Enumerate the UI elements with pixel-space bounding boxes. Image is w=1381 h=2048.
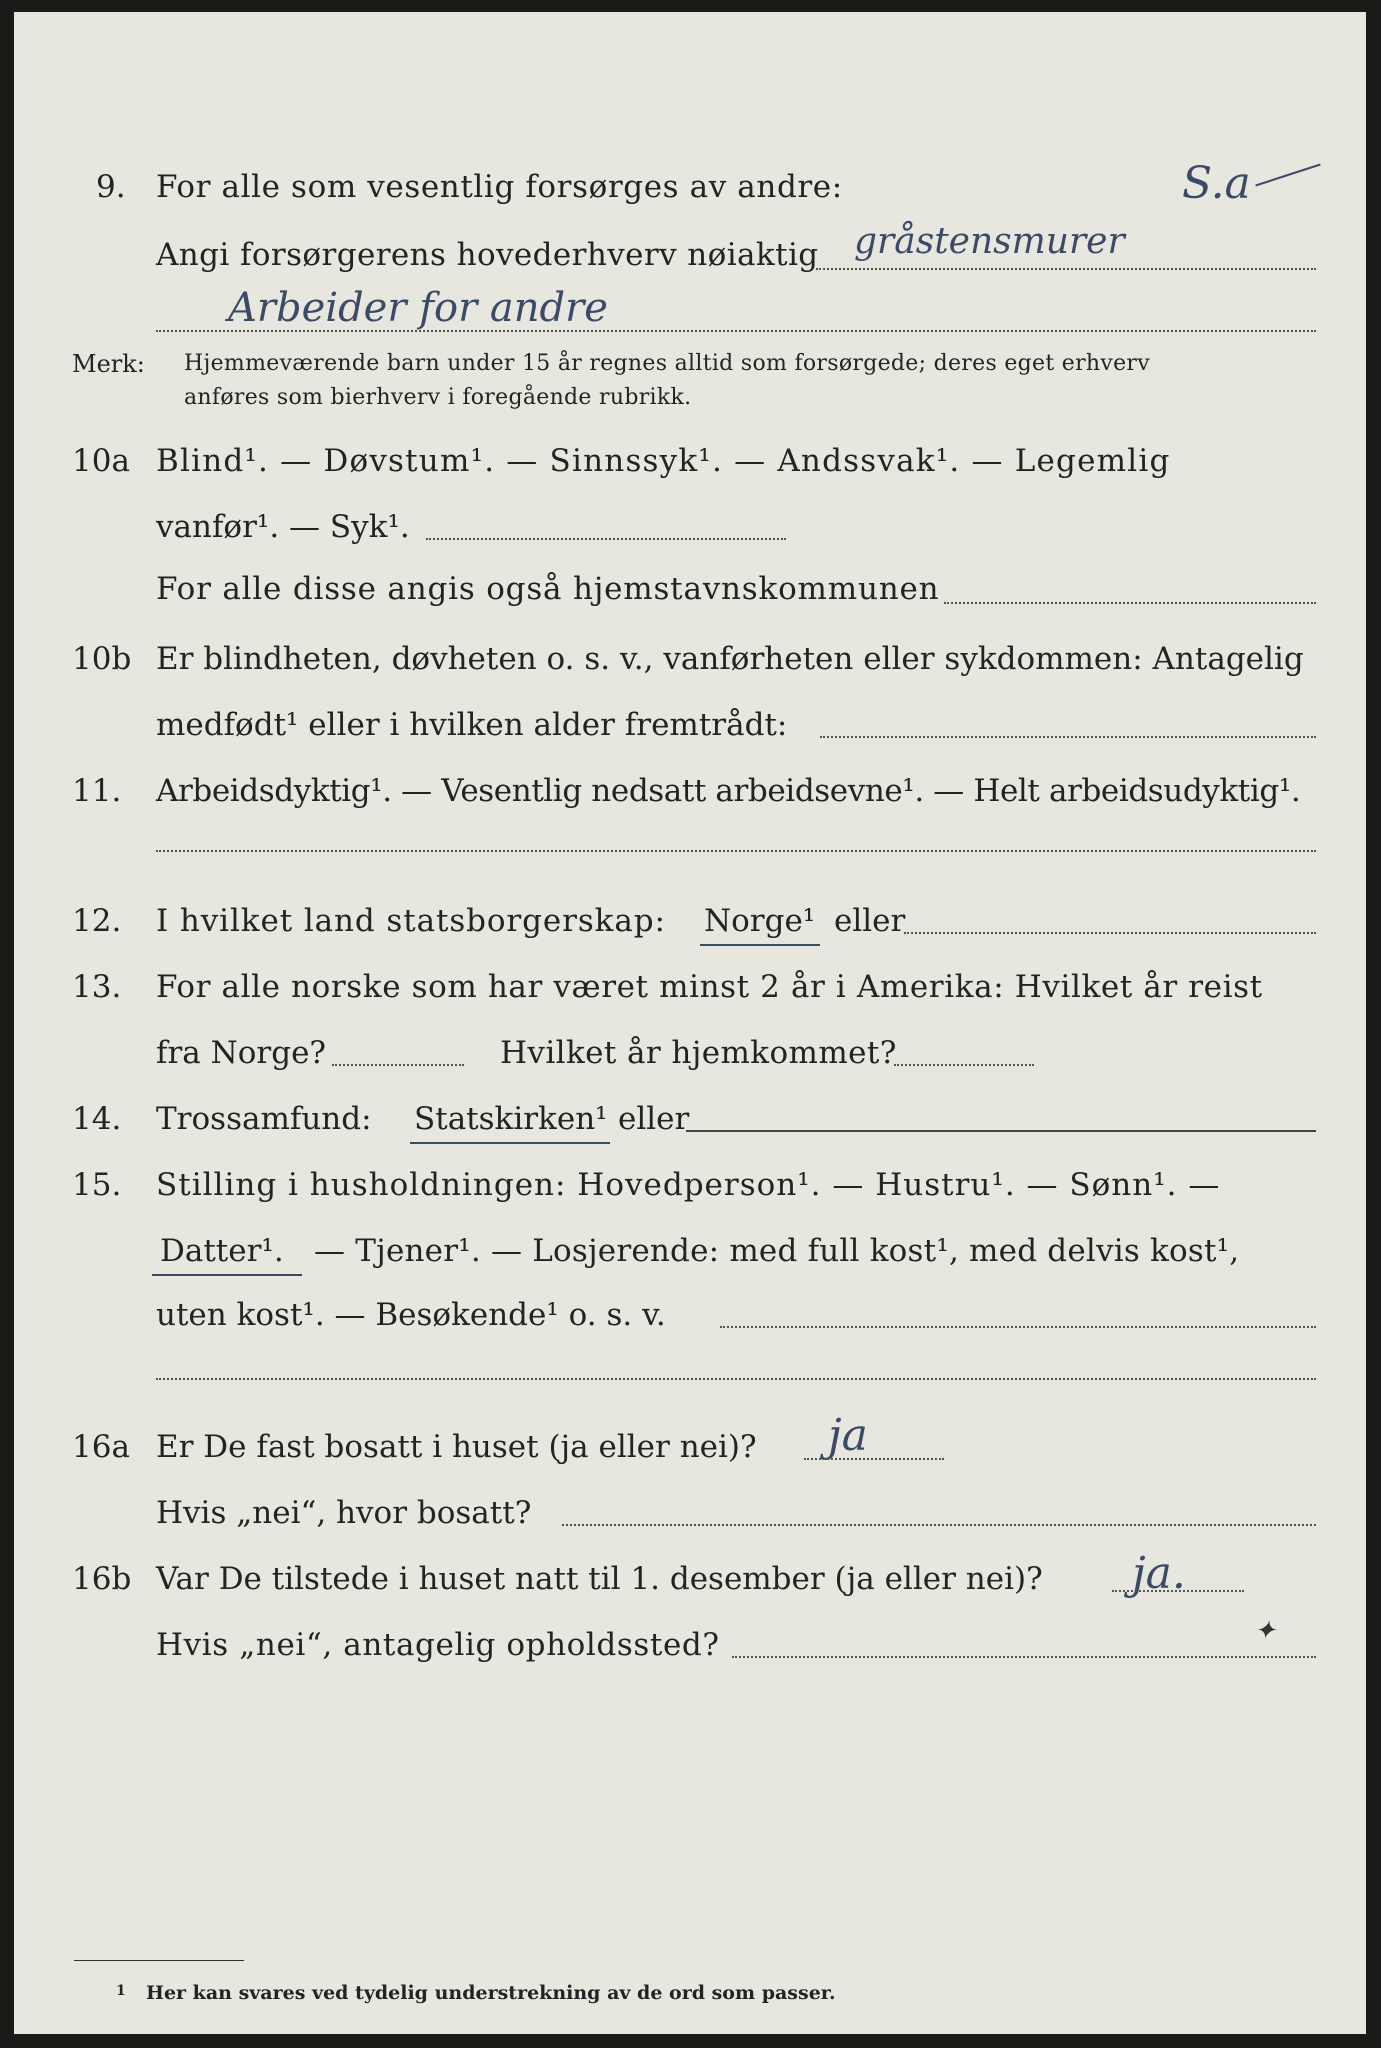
- q14-label: Trossamfund:: [156, 1101, 372, 1137]
- q10b-line2: medfødt¹ eller i hvilken alder fremtrådt:: [156, 707, 788, 743]
- q14-suffix: eller: [618, 1101, 690, 1137]
- footnote-text: Her kan svares ved tydelig understrekning av de ord som passer.: [146, 1982, 836, 2004]
- q16b-line2: Hvis „nei“, antagelig opholdssted?: [156, 1627, 720, 1663]
- q16b-handwritten-ja: ja.: [1132, 1548, 1186, 1599]
- merk-line2: anføres som bierhverv i foregående rubrikk.: [184, 385, 692, 410]
- q16a-line1: Er De fast bosatt i huset (ja eller nei)?: [156, 1429, 757, 1465]
- q14-field[interactable]: [686, 1130, 1316, 1132]
- q14-option-statskirken[interactable]: Statskirken¹: [414, 1101, 608, 1137]
- q16b-opholdssted-field[interactable]: [732, 1656, 1316, 1658]
- q10a-line1: Blind¹. — Døvstum¹. — Sinnssyk¹. — Andssvak¹. — Legemlig: [156, 443, 1171, 479]
- q9-handwritten-occupation: gråstensmurer: [854, 221, 1125, 262]
- q10a-line2: vanfør¹. — Syk¹.: [156, 509, 410, 545]
- q13-line2a: fra Norge?: [156, 1035, 327, 1071]
- q13-reist-field[interactable]: [332, 1064, 464, 1066]
- q16b-number: 16b: [72, 1561, 132, 1597]
- q9-number: 9.: [96, 169, 126, 205]
- q15-line3: uten kost¹. — Besøkende¹ o. s. v.: [156, 1297, 666, 1333]
- census-form-page: [14, 12, 1366, 2034]
- q14-number: 14.: [72, 1101, 122, 1137]
- q16a-number: 16a: [72, 1429, 130, 1465]
- q10a-number: 10a: [72, 443, 130, 479]
- q12-suffix: eller: [834, 903, 906, 939]
- q16b-line1: Var De tilstede i huset natt til 1. desember (ja eller nei)?: [156, 1561, 1043, 1597]
- q16a-bosatt-field[interactable]: [562, 1524, 1316, 1526]
- q16a-answer-field[interactable]: [804, 1458, 944, 1460]
- q10a-line3: For alle disse angis også hjemstavnskommunen: [156, 571, 940, 607]
- q12-field[interactable]: [904, 932, 1316, 934]
- q12-norge-underline: [700, 944, 820, 946]
- q16a-handwritten-ja: ja: [828, 1410, 868, 1461]
- sa-stroke: [1255, 164, 1320, 187]
- q15-line2-rest: — Tjener¹. — Losjerende: med full kost¹, med delvis kost¹,: [314, 1233, 1240, 1269]
- q13-number: 13.: [72, 969, 122, 1005]
- q14-statskirken-underline: [410, 1142, 610, 1144]
- q9-line3-field[interactable]: [156, 330, 1316, 332]
- q12-label: I hvilket land statsborgerskap:: [156, 903, 666, 939]
- q13-hjemkommet-field[interactable]: [894, 1064, 1034, 1066]
- q10b-field[interactable]: [820, 736, 1316, 738]
- q10b-number: 10b: [72, 641, 132, 677]
- q15-field[interactable]: [720, 1326, 1316, 1328]
- q12-number: 12.: [72, 903, 122, 939]
- merk-label: Merk:: [72, 350, 145, 378]
- q9-occupation-field[interactable]: [816, 268, 1316, 270]
- q11-number: 11.: [72, 773, 122, 809]
- q16b-answer-field[interactable]: [1112, 1590, 1244, 1592]
- q15-number: 15.: [72, 1167, 122, 1203]
- q9-handwritten-line3: Arbeider for andre: [228, 285, 608, 331]
- q15-datter-underline: [152, 1274, 302, 1276]
- q16a-line2: Hvis „nei“, hvor bosatt?: [156, 1495, 532, 1531]
- footnote-rule: [74, 1960, 244, 1961]
- footnote-marker: 1: [116, 1983, 126, 1999]
- q13-line2b: Hvilket år hjemkommet?: [500, 1035, 897, 1071]
- q15-line1: Stilling i husholdningen: Hovedperson¹. — Hustru¹. — Sønn¹. —: [156, 1167, 1221, 1203]
- q15-option-datter[interactable]: Datter¹.: [160, 1233, 284, 1269]
- q13-line1: For alle norske som har været minst 2 år i Amerika: Hvilket år reist: [156, 969, 1263, 1005]
- q15-field-2[interactable]: [156, 1378, 1316, 1380]
- q9-handwritten-sa: S.a: [1182, 158, 1251, 209]
- q11-line1: Arbeidsdyktig¹. — Vesentlig nedsatt arbeidsevne¹. — Helt arbeidsudyktig¹.: [156, 773, 1301, 809]
- pen-mark-icon: ✦: [1254, 1616, 1276, 1646]
- q9-line1: For alle som vesentlig forsørges av andre:: [156, 169, 843, 205]
- q10a-syk-field[interactable]: [426, 538, 786, 540]
- q10a-hjemstavn-field[interactable]: [944, 602, 1316, 604]
- merk-line1: Hjemmeværende barn under 15 år regnes alltid som forsørgede; deres eget erhverv: [184, 351, 1150, 376]
- q11-field[interactable]: [156, 850, 1316, 852]
- q12-option-norge[interactable]: Norge¹: [704, 903, 816, 939]
- q10b-line1: Er blindheten, døvheten o. s. v., vanførheten eller sykdommen: Antagelig: [156, 641, 1304, 677]
- q9-line2-label: Angi forsørgerens hovederhverv nøiaktig: [156, 237, 819, 273]
